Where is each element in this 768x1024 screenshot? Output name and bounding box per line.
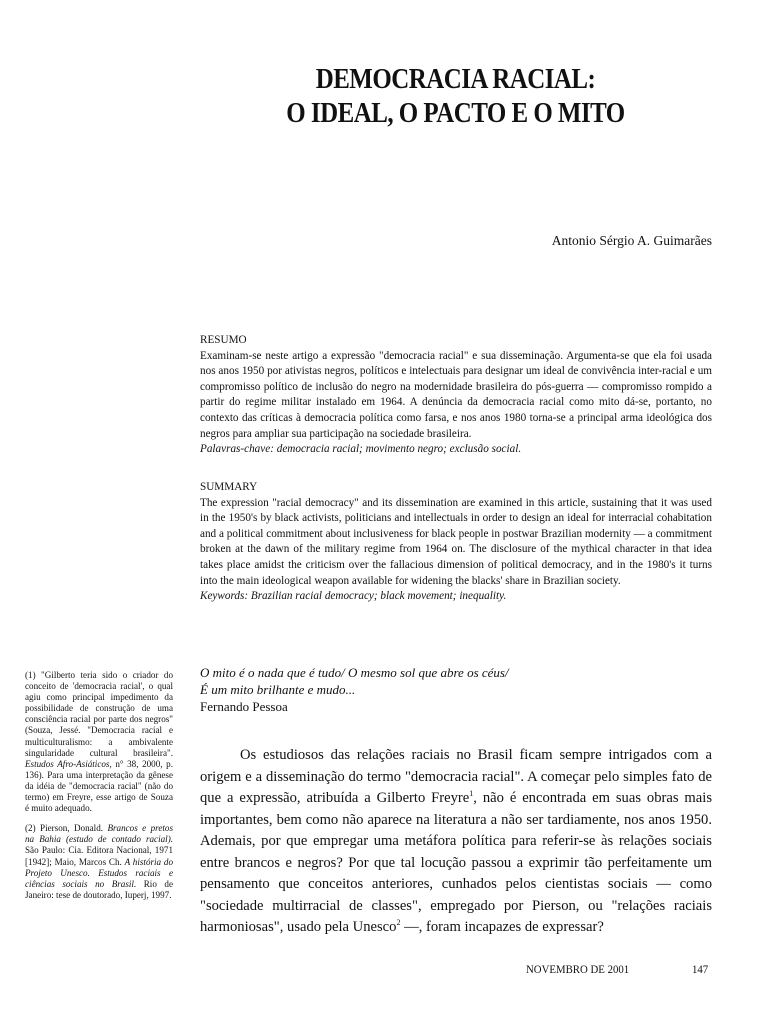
resumo-text: Examinam-se neste artigo a expressão "democracia racial" e sua disseminação. Argumenta-se que ela foi usada nos anos 1950 por ativistas negros, políticos e intelectuais para designar um ideal de convivência inter-racial e um compromisso político de inclusão do negro na modernidade brasileira do pós-guerra — compromisso rompido a partir do regime militar instalado em 1964. A denúncia da democracia racial como mito dá-se, portanto, no contexto das críticas à democracia política como farsa, e nos anos 1980 torna-se a principal arma ideológica dos negros para ampliar sua participação na sociedade brasileira. bbox=[200, 349, 712, 440]
epigraph bbox=[200, 664, 509, 715]
footnote-2 bbox=[25, 823, 173, 901]
summary-text: The expression "racial democracy" and its dissemination are examined in this article, sustaining that it was used in the 1950's by black activists, politicians and intellectuals in order to design an ideal for interracial cohabitation and a political commitment about inclusiveness for black people in postwar Brazilian modernity — a commitment broken at the dawn of the military regime from 1964 on. The disclosure of the mythical character in that idea takes place amidst the criticism over the fallacious dimension of political democracy, and in the 1980's it turns into the main ideological weapon available for widening the blacks' share in Brazilian society. bbox=[200, 496, 712, 587]
footnote-2-italic-a: Brancos e pretos na Bahia (estudo de contado racial). bbox=[25, 823, 173, 845]
footnote-1-text-b: n° 38, 2000, p. 136). Para uma interpretação da gênese da idéia de "democracia racial" (não do termo) em Freyre, esse artigo de Souza é muito adequado. bbox=[25, 758, 173, 814]
summary-section bbox=[200, 480, 712, 605]
body-text bbox=[200, 745, 712, 939]
footnotes-column bbox=[25, 670, 173, 910]
footnote-2-italic-b: A história do Projeto Unesco. Estudos raciais e ciências sociais no Brasil. bbox=[25, 856, 173, 889]
title-line-1: DEMOCRACIA RACIAL: bbox=[315, 63, 596, 95]
body-text-c: —, foram incapazes de expressar? bbox=[400, 919, 604, 935]
page-number: 147 bbox=[692, 962, 709, 976]
footnote-2-text-c: Rio de Janeiro: tese de doutorado, Iuperj, 1997. bbox=[25, 878, 173, 900]
body-text-b: , não é encontrada em suas obras mais importantes, bem como não aparece na literatura a não ser tardiamente, nos anos 1950. Ademais, por que empregar uma metáfora política para referir-se às relações sociais entre brancos e negros? Por que tal locução passou a exprimir tão perfeitamente um pensamento que conceitos anteriores, cunhados pelos cientistas sociais — como "sociedade multirracial de classes", empregado por Pierson, ou "relações raciais harmoniosas", usado pela Unesco bbox=[200, 790, 712, 935]
footnote-1 bbox=[25, 670, 173, 814]
epigraph-line-1: O mito é o nada que é tudo/ O mesmo sol que abre os céus/ bbox=[200, 665, 509, 680]
footnote-2-text-a: (2) Pierson, Donald. bbox=[25, 823, 108, 834]
resumo-section bbox=[200, 333, 712, 458]
author-name: Antonio Sérgio A. Guimarães bbox=[551, 233, 712, 248]
epigraph-line-2: É um mito brilhante e mudo... bbox=[200, 682, 356, 697]
footnote-ref-1: 1 bbox=[469, 789, 474, 798]
footnote-ref-2: 2 bbox=[396, 918, 401, 927]
title-line-2: O IDEAL, O PACTO E O MITO bbox=[286, 97, 625, 129]
resumo-keywords: Palavras-chave: democracia racial; movimento negro; exclusão social. bbox=[200, 443, 522, 456]
footnote-2-text-b: São Paulo: Cia. Editora Nacional, 1971 [1942]; Maio, Marcos Ch. bbox=[25, 845, 173, 867]
body-text-a: Os estudiosos das relações raciais no Brasil ficam sempre intrigados com a origem e a disseminação do termo "democracia racial". A começar pelo simples fato de que a expressão, atribuída a Gilberto Freyre bbox=[200, 747, 712, 806]
resumo-heading: RESUMO bbox=[200, 334, 247, 346]
summary-keywords: Keywords: Brazilian racial democracy; black movement; inequality. bbox=[200, 590, 507, 603]
epigraph-attribution: Fernando Pessoa bbox=[200, 699, 288, 714]
footnote-1-italic: Estudos Afro-Asiáticos, bbox=[25, 758, 112, 769]
footnote-1-text-a: (1) "Gilberto teria sido o criador do conceito de 'democracia racial', o qual agiu como principal impedimento da possibilidade de construção de uma consciência racial por parte dos negros" (Souza, Jessé. "Democracia racial e multiculturalismo: a ambivalente singularidade cultural brasileira". bbox=[25, 670, 173, 758]
summary-heading: SUMMARY bbox=[200, 481, 258, 493]
footer-date: NOVEMBRO DE 2001 bbox=[526, 962, 630, 976]
body-paragraph bbox=[200, 745, 712, 939]
article-title bbox=[236, 62, 675, 130]
